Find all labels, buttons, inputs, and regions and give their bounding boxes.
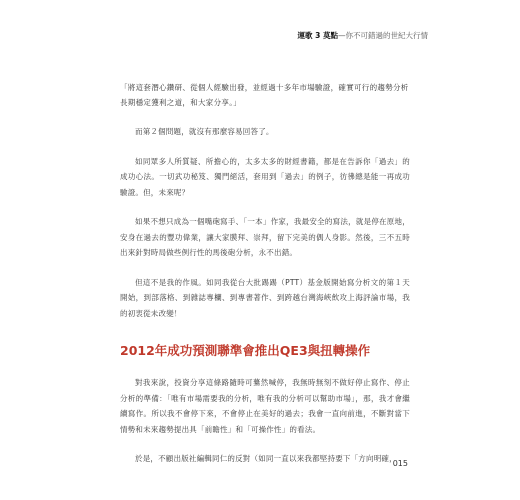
paragraph: 如同眾多人所質疑、所擔心的，太多太多的財經書籍，都是在告訴你「過去」的成功心法。一切武功秘笈、獨門絕活，套用到「過去」的例子，彷彿總是能一再成功驗證。但，未來呢？ — [120, 156, 410, 197]
running-header — [298, 30, 428, 41]
running-header-chapter: 運歌 3 莫點 — [297, 31, 338, 40]
section-heading: 2012年成功預測聯準會推出QE3與扭轉操作 — [120, 343, 371, 358]
page-content — [120, 80, 410, 481]
running-header-subtitle: —你不可錯過的世紀大行情 — [338, 31, 428, 40]
paragraph: 於是，不顧出版社編輯同仁的反對（如同一直以來我都堅持要下「方向明確， — [135, 454, 397, 463]
pull-quote: 「將這套潛心鑽研、從個人經驗出發，並經過十多年市場驗證，確實可行的趨勢分析長期穩定獲利之道，和大家分享。」 — [120, 83, 409, 107]
paragraph: 對我來說，投資分享這條路隨時可驀然喊停，我無時無刻不做好停止寫作、停止分析的準備：「唯有市場需要我的分析，唯有我的分析可以幫助市場」，那，我才會繼續寫作。所以我不會停下來，不會停止在美好的過去；我會一直向前進，不斷對當下情勢和未來趨勢提出具「前瞻性」和「可操作性」的看法。 — [120, 378, 410, 434]
paragraph: 而第２個問題，就沒有那麼容易回答了。 — [135, 127, 274, 136]
paragraph: 如果不想只成為一個嘴砲寫手、「一本」作家，我最安全的寫法，就是停在原地，安身在過去的豐功偉業，讓大家膜拜、崇拜，留下完美的偶人身影。然後，三不五時出來針對時局做些例行性的馬後砲分析，永不出錯。 — [120, 217, 410, 257]
page-number: 015 — [392, 459, 408, 468]
paragraph: 但這不是我的作風。如同我從台大批踢踢（PTT）基金版開始寫分析文的第１天開始，到部落格、到雜誌專欄、到專書著作、到跨越台灣海峽飲攻上海評論市場，我的初衷從未改變！ — [120, 277, 410, 318]
